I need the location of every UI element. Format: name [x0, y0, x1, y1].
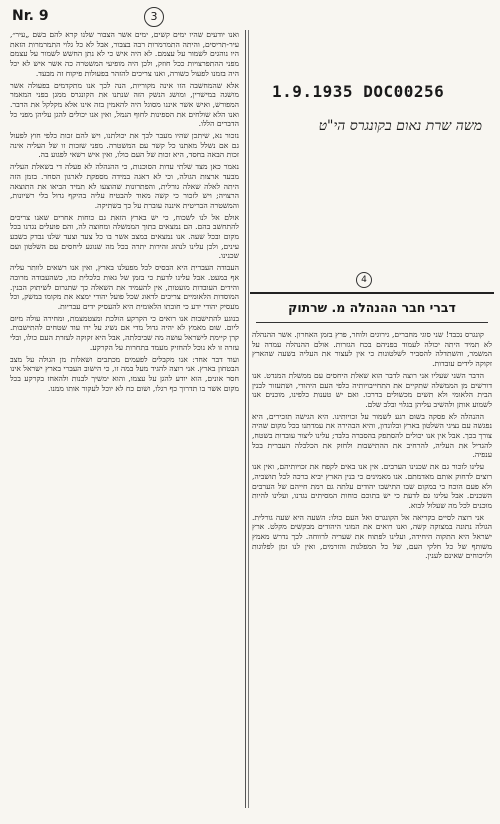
- right-paragraph: ההנהלה לא פסקה בשום רגע לשמור על זכויותינו. היא הגישה תזכירים, היא נפגשה עם נציגי השלטון בארץ ובלונדון, והיא הבהירה את עמדתנו בכל מקום שהיה צורך בכך. אבל אין אנו יכולים להסתפק בהסברה בלבד; עלינו ליצור עובדות בשטח, להגדיל את העליה, להרחיב את ההתישבות ולחזק את הכלכלה העברית בכל ענפיה.: [252, 411, 492, 460]
- article-headline: דברי חבר ההנהלה מ. שרתוק: [288, 300, 456, 315]
- archive-stamp: 1.9.1935 DOC00256: [272, 82, 445, 101]
- left-paragraph: ועוד דבר אחד: אנו מקבלים לפעמים מכתבים ושאלות מן הגולה על מצב הבטחון בארץ. אני רוצה להגיד מעל במה זו, כי הישוב העברי בארץ ישראל אינו חסר אונים, הוא יודע להגן על עצמו, והוא ימשיך לבנות ולהאחז בקרקע בכל מקום אשר בו תדרוך כף רגלו, ושום כח לא יוכל לעקור אותו ממנו.: [10, 354, 239, 393]
- right-text-column: [252, 330, 492, 808]
- left-paragraph: בנוגע להתישבות אנו רואים כי הקרקע הולכת ומצטמצמת, ומחירה עולה מיום ליום. שום מאמץ לא יהיה גדול מדי אם נשיג על ידו עוד שטחים להתישבות. קרן קיימת לישראל עושה מה שביכלתה, אבל היא זקוקה לעזרת העם כולו, ובלי עזרה זו לא נוכל להחזיק מעמד בתחרות על הקרקע.: [10, 313, 239, 352]
- column-divider: [248, 30, 249, 808]
- headline-rule-top: [250, 292, 494, 294]
- left-paragraph: נזכור נא, שיתכן שהיו מעבר לכך את יכולתנו, ויש להם זכות כלפי חוץ לפעול גם אם נשלל מאתנו כל קשר עם המשטרה. מפני שזכות זו של העליה אינה זכות הבאה בחסד, היא זכות של העם כולו, ואין איש רשאי לפגוע בה.: [10, 131, 239, 160]
- left-text-column: [10, 30, 246, 808]
- left-paragraph: נאמר כאן מצד שלתי עדות הסוכנות, כי ההנהלה לא פעלה די בשאלת העליה מבעד ארצות הגולה, וכי לא דאגה במידה מספקת לארגון הסחר. בזמן הזה היתה לאלה שאלה גורלית, והפתרונות שהוצעו לא תמיד הביאו את התוצאה הרצויה; ויש לזכור כי קשה מאוד להבטיח עליה בהיקף גדול בלי רשיונות, והמשטרה הבריטית איננה עוברת על כך בשתיקה.: [10, 162, 239, 210]
- right-paragraph: עלינו לזכור גם את שכנינו הערבים. אין אנו באים לקפח את זכויותיהם, ואין אנו רוצים לדחוק אותם מאדמתם. אנו מאמינים כי בנין הארץ יביא ברכה לכל תושביה, ולא פעם הוכח כי במקום שבו התישבו יהודים עלתה גם רמת חייהם של הערבים השכנים. אבל עלינו גם לדעת כי יש בתוכם כוחות המסיתים נגדנו, ועלינו להיות מוכנים לכל מה שעלול לבוא.: [252, 462, 492, 510]
- page-number-label: Nr. 9: [12, 8, 49, 24]
- left-paragraph: העבודה העברית היא הבסיס לכל מפעלנו בארץ, ואין אנו רשאים לוותר עליה אף במעט. אבל עלינו לדעת כי בזמן של גאות כלכלית כזו, כשהעבודה מרובה והידים העובדות מועטות, אין להעמיד את השאלה כך שתגרום לשיתוק הבנין. המוסדות הלאומיים צריכים לדאוג שכל פועל יהודי ימצא את מקומו במשק, וכל מעסיק יהודי ידע כי חובתו הלאומית היא להעסיק ידים עבריות.: [10, 263, 239, 311]
- right-paragraph: קונגרס נכבד! שני סוגי מחברים, גירוגים ולוחר, פרץ בזמן האחרון. אשר ההנהלה לא תמיד היתה יכולה לעמוד בפניהם בכח הגזרות. אולם ההנהלה עמדה על המשמר, והשתדלה להסביר לשלטונות כי אין לעצור את העליה בשעה שהארץ זקוקה לידים עובדות.: [252, 330, 492, 369]
- handwritten-note: משה שרת נאום בקונגרס הי"ט: [318, 118, 482, 134]
- circled-section-number: 4: [356, 272, 372, 288]
- circled-page-number: 3: [144, 7, 164, 27]
- left-paragraph: אלא שהמחשבה הזו אינה מקוריות, הנה לכך אנו מתקדמים בפעולה אשר מושגה במישרין, ומושג הנשק הזה שנתנו את הקונגרס ממגן בפני המאמר המפורש, ואיש אשר איננו מסוגל היה להאמין בזה אינו אלא מקלקל את הדבר. ואנו הלא שולחים את הספינות לחוף הנמל, ואין אנו יכולים להגן עליהן מפני כל הדברים הללו.: [10, 80, 239, 129]
- left-paragraph: ואנו יודעים שהיו ימים קשים, ימים אשר הצבור שלנו קרא להם בשם „עיר״, עיר-תריסים, והיתה התמרמרות רבה בצבור, אבל לא כל גלוי התמרמרות הזאת היו נוהגים לשמור על עצמם. לא היה איש כי לא נתן החשש לשמור על עצמם מפני ההתפרצויות ככל חוזק, ולכן היה מופיעי המשטרה כה אשר איש לא יכל היה בזמנו לפעול כשורה, ואנו צריכים להזהר בפעולות פיקוח זה מבעד.: [10, 30, 239, 78]
- left-paragraph: אולם אל לנו לשכוח, כי יש בארץ הזאת גם כוחות אחרים שאנו צריכים להתחשב בהם. הם נמצאים בתוך הממשלה ומחוצה לה, והם פועלים נגדנו בכל מקום ובכל שעה. אנו נמצאים במצב אשר בו כל צעד וצעד שלנו נבדק בשבע עינים, ולכן עלינו לנהוג זהירות יתרה בכל מה שנוגע ליחסים עם השלטון ועם שכנינו.: [10, 212, 239, 261]
- headline-rule-bottom: [256, 322, 488, 323]
- right-paragraph: אני רוצה לסיים בקריאה אל הקונגרס ואל העם כולו: השעה היא שעה גורלית. הגולה נתונה במצוקה קשה, ואנו רואים את המוני היהודים מבקשים מקלט. ארץ ישראל היא התקוה היחידה, ועלינו לפתוח את שעריה לרווחה. לכך נדרש מאמץ משותף של כל חלקי העם, של כל המפלגות והזרמים, ואין לנו זמן לפלוגות ולויכוחים שאינם לענין.: [252, 512, 492, 561]
- right-paragraph: הדבר השני שעליו אני רוצה לדבר הוא שאלת היחסים עם ממשלת המנדט. אנו דורשים מן הממשלה שתקיים את התחייבויותיה כלפי העם היהודי, ושתעזור לבנין הבית הלאומי ולא תשים מכשולים בדרכו. ואם יש טענות כלפינו, מוכנים אנו לשמוע אותן ולהשיב עליהן בגלוי ובלב שלם.: [252, 370, 492, 409]
